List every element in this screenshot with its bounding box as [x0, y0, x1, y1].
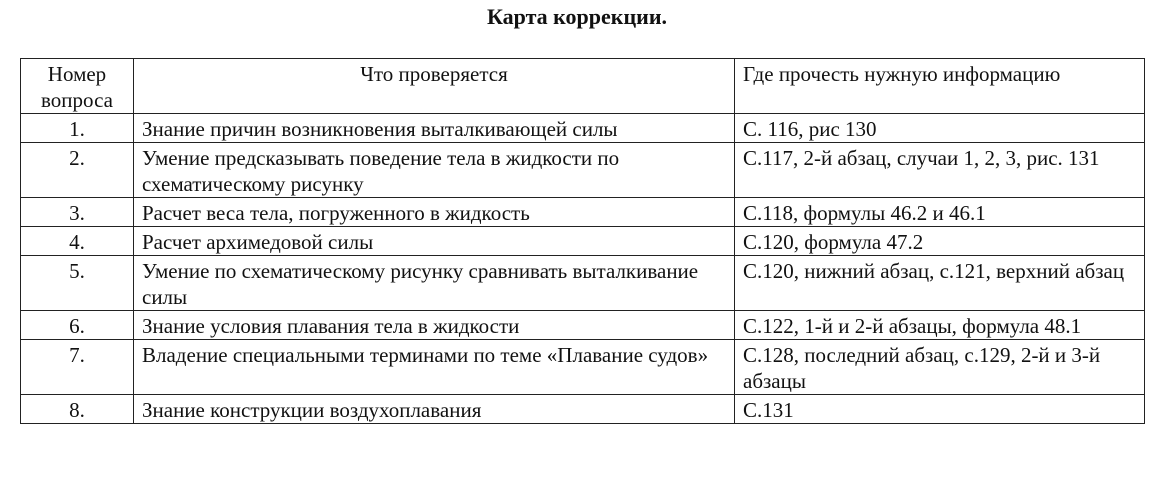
table-header-row: [21, 59, 1145, 114]
row-number: 6.: [21, 311, 134, 340]
row-what: Знание условия плавания тела в жидкости: [134, 311, 735, 340]
table-row: [21, 227, 1145, 256]
row-where: С.131: [735, 395, 1145, 424]
table-row: [21, 198, 1145, 227]
row-what: Расчет архимедовой силы: [134, 227, 735, 256]
document-title: Карта коррекции.: [486, 4, 667, 29]
table-row: [21, 395, 1145, 424]
header-number: Номер вопроса: [21, 59, 134, 114]
row-number: 8.: [21, 395, 134, 424]
row-where: С.120, нижний абзац, с.121, верхний абзац: [735, 256, 1145, 311]
row-number: 1.: [21, 114, 134, 143]
row-what: Умение предсказывать поведение тела в жидкости по схематическому рисунку: [134, 143, 735, 198]
row-where: С.120, формула 47.2: [735, 227, 1145, 256]
row-where: С.128, последний абзац, с.129, 2-й и 3-й абзацы: [735, 340, 1145, 395]
table-row: [21, 143, 1145, 198]
row-what: Знание конструкции воздухоплавания: [134, 395, 735, 424]
header-what: Что проверяется: [134, 59, 735, 114]
table-row: [21, 256, 1145, 311]
table-row: [21, 311, 1145, 340]
row-what: Умение по схематическому рисунку сравнивать выталкивание силы: [134, 256, 735, 311]
row-what: Расчет веса тела, погруженного в жидкость: [134, 198, 735, 227]
row-number: 5.: [21, 256, 134, 311]
row-number: 2.: [21, 143, 134, 198]
row-where: С.122, 1-й и 2-й абзацы, формула 48.1: [735, 311, 1145, 340]
header-where: Где прочесть нужную информацию: [735, 59, 1145, 114]
row-what: Владение специальными терминами по теме «Плавание судов»: [134, 340, 735, 395]
row-where: С.118, формулы 46.2 и 46.1: [735, 198, 1145, 227]
row-number: 4.: [21, 227, 134, 256]
correction-table: [20, 58, 1145, 424]
table-row: [21, 114, 1145, 143]
row-number: 7.: [21, 340, 134, 395]
row-where: С. 116, рис 130: [735, 114, 1145, 143]
table-row: [21, 340, 1145, 395]
row-what: Знание причин возникновения выталкивающей силы: [134, 114, 735, 143]
row-where: С.117, 2-й абзац, случаи 1, 2, 3, рис. 131: [735, 143, 1145, 198]
row-number: 3.: [21, 198, 134, 227]
